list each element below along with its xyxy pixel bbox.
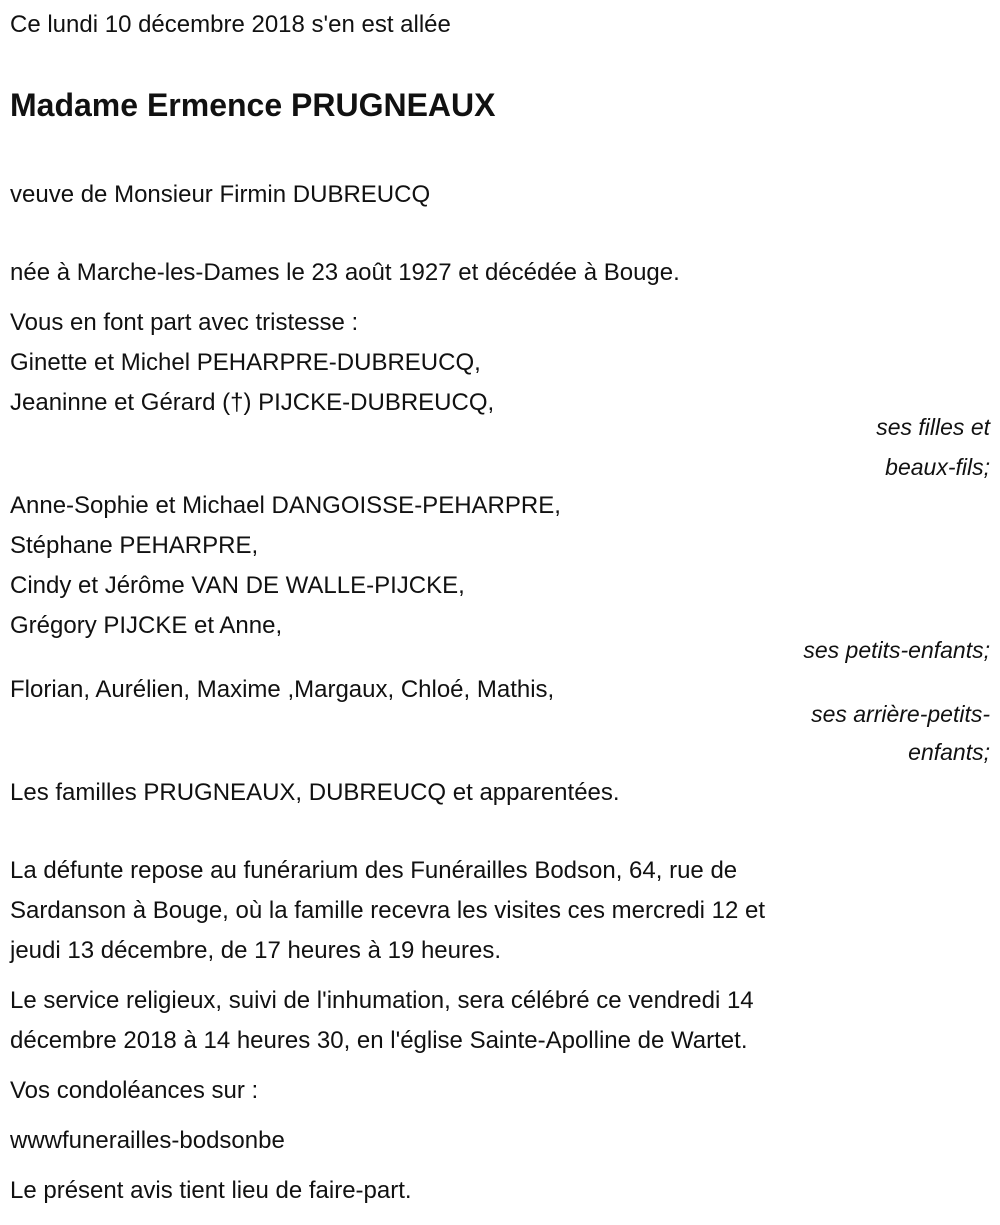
daughter-line: Ginette et Michel PEHARPRE-DUBREUCQ, — [10, 349, 481, 376]
condolences-text: Vos condoléances sur : — [10, 1077, 259, 1104]
visit-line: Sardanson à Bouge, où la famille recevra les visites ces mercredi 12 et — [10, 897, 766, 924]
families-text: Les familles PRUGNEAUX, DUBREUCQ et apparentées. — [10, 779, 620, 806]
visit-line: jeudi 13 décembre, de 17 heures à 19 heures. — [10, 937, 502, 964]
birth-text: née à Marche-les-Dames le 23 août 1927 et décédée à Bouge. — [10, 259, 680, 286]
announce-text: Vous en font part avec tristesse : — [10, 309, 359, 336]
deceased-name: Madame Ermence PRUGNEAUX — [10, 87, 496, 123]
daughter-line: Jeaninne et Gérard (†) PIJCKE-DUBREUCQ, — [10, 389, 495, 416]
website-link[interactable]: wwwfunerailles-bodsonbe — [10, 1127, 285, 1154]
service-line: décembre 2018 à 14 heures 30, en l'église Sainte-Apolline de Wartet. — [10, 1027, 748, 1054]
great-grandchildren-label: ses arrière-petits- — [811, 701, 990, 727]
daughters-label: beaux-fils; — [885, 454, 990, 480]
grandchild-line: Grégory PIJCKE et Anne, — [10, 612, 283, 639]
widow-text: veuve de Monsieur Firmin DUBREUCQ — [10, 181, 431, 208]
grandchild-line: Cindy et Jérôme VAN DE WALLE-PIJCKE, — [10, 572, 465, 599]
great-grandchildren-line: Florian, Aurélien, Maxime ,Margaux, Chloé, Mathis, — [10, 676, 555, 703]
grandchild-line: Stéphane PEHARPRE, — [10, 532, 259, 559]
grandchild-line: Anne-Sophie et Michael DANGOISSE-PEHARPRE, — [10, 492, 561, 519]
daughters-label: ses filles et — [876, 414, 990, 440]
grandchildren-label: ses petits-enfants; — [803, 637, 990, 663]
great-grandchildren-label: enfants; — [908, 739, 990, 765]
visit-line: La défunte repose au funérarium des Funérailles Bodson, 64, rue de — [10, 857, 738, 884]
closing-text: Le présent avis tient lieu de faire-part. — [10, 1177, 412, 1204]
service-line: Le service religieux, suivi de l'inhumation, sera célébré ce vendredi 14 — [10, 987, 754, 1014]
intro-text: Ce lundi 10 décembre 2018 s'en est allée — [10, 11, 451, 38]
